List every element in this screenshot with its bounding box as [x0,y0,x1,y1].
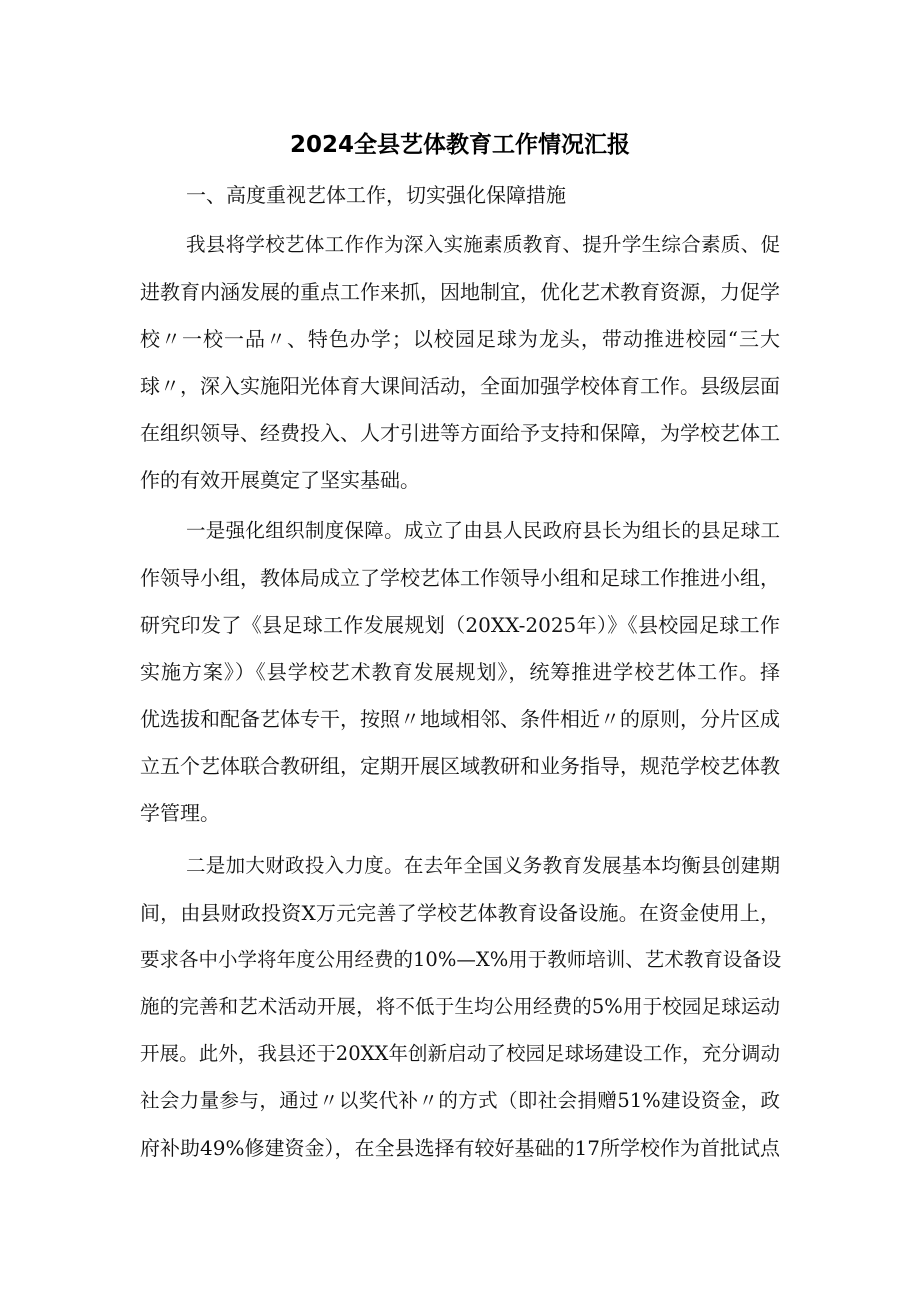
paragraph-2-line: 实施方案》）《县学校艺术教育发展规划》，统筹推进学校艺体工作。择 [140,660,780,684]
paragraph-2-line: 作领导小组，教体局成立了学校艺体工作领导小组和足球工作推进小组， [140,566,780,590]
document-title: 2024全县艺体教育工作情况汇报 [289,132,630,158]
paragraph-3-line: 要求各中小学将年度公用经费的10%—X%用于教师培训、艺术教育设备设 [140,948,782,971]
paragraph-2-line: 学管理。 [140,801,220,825]
paragraph-2-line: 一是强化组织制度保障。成立了由县人民政府县长为组长的县足球工 [186,519,780,542]
paragraph-1-line: 进教育内涵发展的重点工作来抓，因地制宜，优化艺术教育资源，力促学 [140,280,780,304]
paragraph-3-line: 二是加大财政投入力度。在去年全国义务教育发展基本均衡县创建期 [186,854,780,877]
paragraph-3-line: 社会力量参与，通过〃以奖代补〃的方式（即社会捐赠51%建设资金，政 [140,1089,780,1112]
paragraph-2-line: 立五个艺体联合教研组，定期开展区域教研和业务指导，规范学校艺体教 [140,754,780,778]
paragraph-3-line: 府补助49%修建资金），在全县选择有较好基础的17所学校作为首批试点 [140,1136,780,1160]
paragraph-2-line: 优选拔和配备艺体专干，按照〃地域相邻、条件相近〃的原则，分片区成 [140,707,780,731]
paragraph-1-line: 我县将学校艺体工作作为深入实施素质教育、提升学生综合素质、促 [186,233,780,256]
section-heading: 一、高度重视艺体工作，切实强化保障措施 [186,183,566,207]
paragraph-3-line: 间，由县财政投资X万元完善了学校艺体教育设备设施。在资金使用上， [140,901,780,925]
paragraph-1-line: 在组织领导、经费投入、人才引进等方面给予支持和保障，为学校艺体工 [140,421,780,445]
paragraph-1-line: 校〃一校一品〃、特色办学；以校园足球为龙头，带动推进校园“三大 [140,327,780,351]
paragraph-2-line: 研究印发了《县足球工作发展规划（20XX-2025年）》《县校园足球工作 [140,613,780,637]
paragraph-1-line: 作的有效开展奠定了坚实基础。 [140,468,420,492]
paragraph-3-line: 开展。此外，我县还于20XX年创新启动了校园足球场建设工作，充分调动 [140,1042,780,1065]
paragraph-1-line: 球〃，深入实施阳光体育大课间活动，全面加强学校体育工作。县级层面 [140,374,780,398]
paragraph-3-line: 施的完善和艺术活动开展，将不低于生均公用经费的5%用于校园足球运动 [140,995,780,1018]
